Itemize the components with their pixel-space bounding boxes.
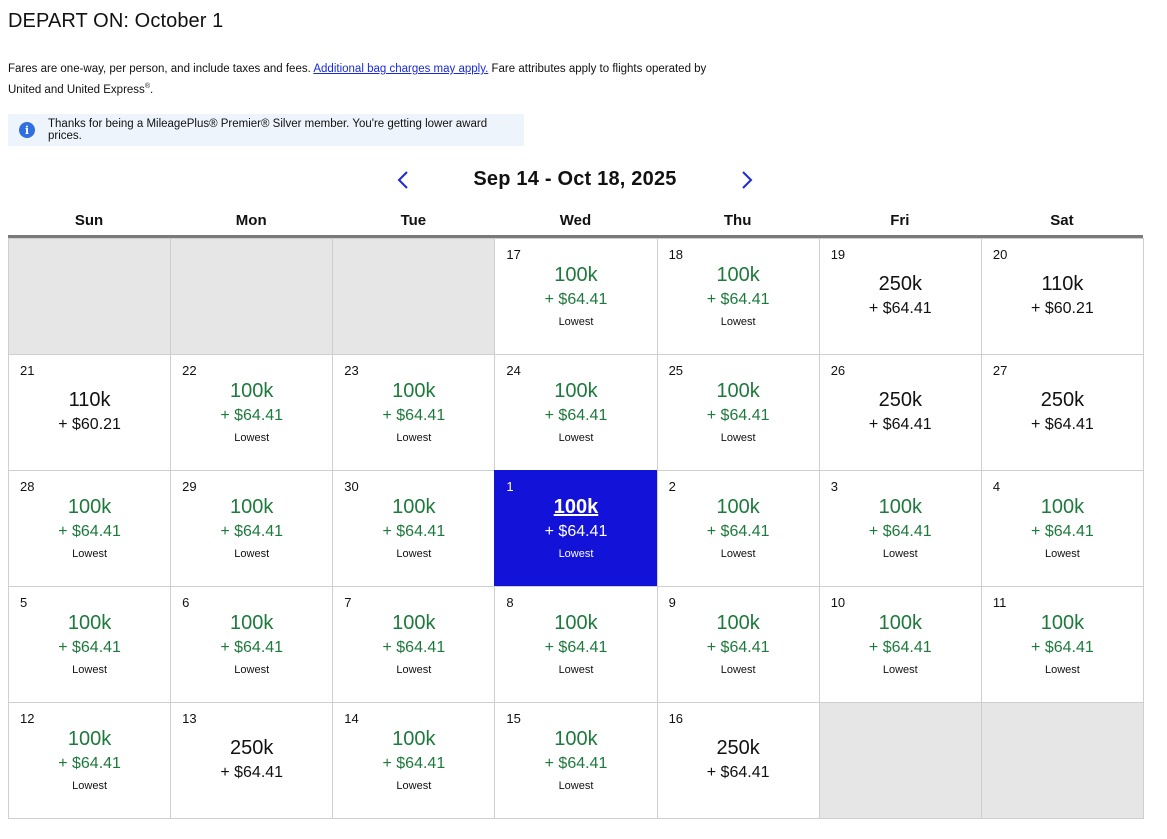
calendar-cell[interactable] [8,586,171,703]
award-miles: 100k [67,496,112,518]
lowest-badge: Lowest [882,664,918,676]
award-miles: 100k [230,496,274,518]
award-miles: 100k [716,380,760,402]
taxes-fees: + $64.41 [1031,639,1094,656]
day-number: 23 [344,363,359,378]
calendar-cell[interactable] [170,354,333,471]
day-number: 16 [668,711,684,726]
fare-note-attributes: Fare attributes apply to flights operated by United and United Express [8,63,707,96]
previous-range-button[interactable] [390,167,416,193]
calendar-cell[interactable] [981,238,1144,355]
page-title: DEPART ON: October 1 [8,10,224,32]
award-miles: 250k [878,389,922,411]
calendar-cell[interactable] [8,470,171,587]
day-number: 13 [182,711,197,726]
taxes-fees: + $64.41 [706,523,770,540]
taxes-fees: + $64.41 [58,755,121,772]
taxes-fees: + $64.41 [706,764,770,781]
taxes-fees: + $64.41 [220,764,284,781]
calendar-cell[interactable] [332,470,495,587]
day-number: 6 [182,595,190,610]
fare-note-end: . [149,83,154,96]
lowest-badge: Lowest [558,664,594,676]
calendar-cell[interactable] [657,702,820,819]
calendar-cell[interactable] [819,470,982,587]
day-number: 12 [20,711,35,726]
day-number: 25 [668,363,684,378]
lowest-badge: Lowest [1044,548,1080,560]
calendar-cell[interactable] [819,354,982,471]
day-number: 15 [506,711,521,726]
fare-calendar-grid [8,238,1143,818]
taxes-fees: + $64.41 [1031,416,1094,433]
lowest-badge: Lowest [882,548,918,560]
taxes-fees: + $64.41 [220,523,284,540]
member-banner-text: Thanks for being a MileagePlus® Premier® Silver member. You're getting lower award prices. [48,118,488,142]
calendar-cell-empty [819,702,982,819]
award-miles: 100k [1040,612,1085,634]
calendar-cell-empty [981,702,1144,819]
award-miles: 250k [1040,389,1085,411]
calendar-cell[interactable] [657,586,820,703]
calendar-cell[interactable] [657,354,820,471]
calendar-cell[interactable] [332,354,495,471]
taxes-fees: + $64.41 [220,407,284,424]
calendar-cell[interactable] [170,470,333,587]
weekday-label: Sat [1050,212,1074,229]
award-miles: 100k [67,728,112,750]
chevron-left-icon [396,170,410,190]
lowest-badge: Lowest [234,548,270,560]
day-number: 20 [992,247,1008,262]
calendar-cell[interactable] [170,586,333,703]
taxes-fees: + $64.41 [544,407,608,424]
day-number: 27 [992,363,1008,378]
date-range-nav [0,163,1150,199]
award-miles: 100k [878,496,922,518]
lowest-badge: Lowest [396,548,432,560]
calendar-cell[interactable] [819,586,982,703]
award-miles: 100k [1040,496,1085,518]
lowest-badge: Lowest [558,780,594,792]
taxes-fees: + $64.41 [382,407,446,424]
taxes-fees: + $64.41 [868,639,932,656]
weekday-label: Mon [235,212,267,229]
award-miles: 100k [554,264,598,286]
taxes-fees: + $64.41 [382,639,446,656]
taxes-fees: + $64.41 [544,639,608,656]
calendar-cell[interactable] [8,354,171,471]
calendar-cell[interactable] [332,702,495,819]
day-number: 7 [344,595,352,610]
calendar-cell[interactable] [494,354,657,471]
award-miles: 100k [392,380,436,402]
lowest-badge: Lowest [558,548,594,560]
chevron-right-icon [740,170,754,190]
lowest-badge: Lowest [720,548,756,560]
day-number: 8 [506,595,514,610]
calendar-cell-empty [170,238,333,355]
calendar-cell[interactable] [8,702,171,819]
award-miles: 100k [392,496,436,518]
taxes-fees: + $64.41 [544,291,608,308]
award-miles: 100k [230,380,274,402]
lowest-badge: Lowest [720,664,756,676]
award-miles: 100k [716,496,760,518]
taxes-fees: + $60.21 [58,416,121,433]
weekday-label: Wed [559,212,592,229]
award-miles: 250k [878,273,922,295]
day-number: 30 [344,479,359,494]
award-miles: 250k [230,737,274,759]
taxes-fees: + $64.41 [868,523,932,540]
taxes-fees: + $64.41 [58,639,121,656]
calendar-cell[interactable] [981,470,1144,587]
lowest-badge: Lowest [558,316,594,328]
day-number: 14 [344,711,359,726]
calendar-cell[interactable] [494,702,657,819]
day-number: 26 [830,363,846,378]
calendar-cell[interactable] [819,238,982,355]
taxes-fees: + $64.41 [706,407,770,424]
weekday-label: Thu [723,212,752,229]
taxes-fees: + $64.41 [868,300,932,317]
day-number: 17 [506,247,521,262]
lowest-badge: Lowest [234,432,270,444]
lowest-badge: Lowest [396,432,432,444]
calendar-cell-empty [8,238,171,355]
taxes-fees: + $64.41 [58,523,121,540]
calendar-cell-empty [332,238,495,355]
calendar-cell[interactable] [494,586,657,703]
day-number: 28 [20,479,35,494]
info-icon: i [19,122,35,138]
weekday-header [8,212,1143,236]
weekday-label: Tue [400,212,427,229]
award-miles: 100k [554,380,598,402]
lowest-badge: Lowest [396,780,432,792]
taxes-fees: + $64.41 [544,755,608,772]
lowest-badge: Lowest [234,664,270,676]
lowest-badge: Lowest [720,316,756,328]
weekday-label: Fri [890,212,910,229]
day-number: 9 [668,595,676,610]
lowest-badge: Lowest [72,548,107,560]
member-banner [8,114,524,146]
calendar-cell[interactable] [170,702,333,819]
lowest-badge: Lowest [1044,664,1080,676]
calendar-cell[interactable] [657,470,820,587]
award-miles: 100k [554,612,598,634]
calendar-cell[interactable] [494,238,657,355]
day-number: 11 [992,595,1007,610]
lowest-badge: Lowest [396,664,432,676]
day-number: 24 [506,363,521,378]
taxes-fees: + $64.41 [706,291,770,308]
award-miles: 100k [392,728,436,750]
calendar-cell[interactable] [332,586,495,703]
calendar-cell[interactable] [657,238,820,355]
award-miles: 110k [68,389,111,411]
taxes-fees: + $64.41 [1031,523,1094,540]
taxes-fees: + $64.41 [544,523,608,540]
fare-note-text: Fares are one-way, per person, and include taxes and fees. [8,63,311,75]
day-number: 5 [20,595,28,610]
day-number: 1 [506,479,514,494]
registered-mark: ® [144,83,150,90]
award-miles: 100k [553,496,599,518]
taxes-fees: + $64.41 [220,639,284,656]
next-range-button[interactable] [734,167,760,193]
award-miles: 100k [716,264,760,286]
taxes-fees: + $64.41 [706,639,770,656]
calendar-cell[interactable] [981,586,1144,703]
bag-charges-link[interactable]: Additional bag charges may apply. [313,63,489,75]
award-miles: 100k [716,612,760,634]
fare-note [8,61,728,99]
award-miles: 100k [878,612,922,634]
day-number: 29 [182,479,197,494]
calendar-cell[interactable] [981,354,1144,471]
taxes-fees: + $64.41 [382,523,446,540]
day-number: 3 [830,479,838,494]
award-miles: 110k [1041,273,1084,295]
lowest-badge: Lowest [72,664,107,676]
weekday-label: Sun [74,212,104,229]
taxes-fees: + $64.41 [382,755,446,772]
award-miles: 100k [230,612,274,634]
award-miles: 100k [392,612,436,634]
date-range-label: Sep 14 - Oct 18, 2025 [473,168,677,190]
lowest-badge: Lowest [72,780,107,792]
day-number: 19 [830,247,846,262]
calendar-cell-selected[interactable] [494,470,657,587]
day-number: 22 [182,363,197,378]
day-number: 2 [668,479,676,494]
lowest-badge: Lowest [720,432,756,444]
award-miles: 250k [716,737,760,759]
lowest-badge: Lowest [558,432,594,444]
award-miles: 100k [554,728,598,750]
day-number: 18 [668,247,684,262]
award-miles: 100k [67,612,112,634]
taxes-fees: + $64.41 [868,416,932,433]
day-number: 4 [992,479,1001,494]
day-number: 10 [830,595,846,610]
day-number: 21 [20,363,35,378]
taxes-fees: + $60.21 [1031,300,1094,317]
